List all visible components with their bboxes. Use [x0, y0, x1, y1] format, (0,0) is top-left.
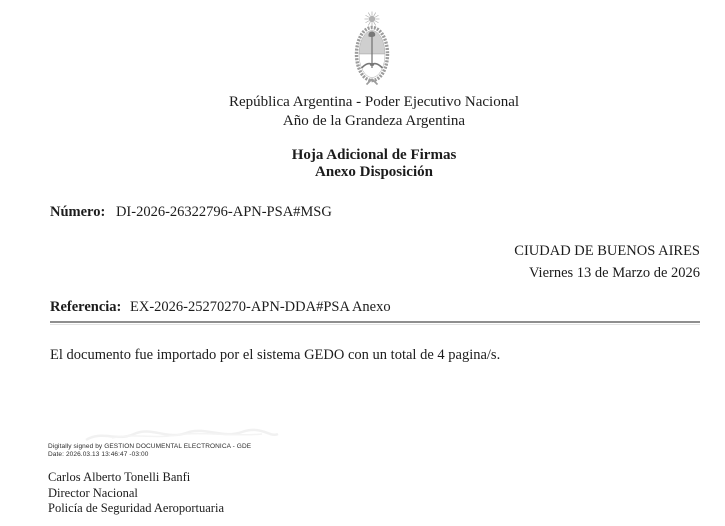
- gov-header: [50, 93, 698, 130]
- body-text: El documento fue importado por el sistema GEDO con un total de 4 pagina/s.: [50, 347, 501, 363]
- referencia-label: Referencia:: [50, 299, 122, 315]
- signer-name: Carlos Alberto Tonelli Banfi: [48, 470, 191, 484]
- digital-signature-stamp: [48, 443, 251, 459]
- signer-organization: Policía de Seguridad Aeroportuaria: [48, 501, 224, 515]
- place-line: CIUDAD DE BUENOS AIRES: [514, 243, 700, 259]
- numero-value: DI-2026-26322796-APN-PSA#MSG: [115, 204, 332, 220]
- date-line: Viernes 13 de Marzo de 2026: [528, 265, 700, 281]
- signer-title: Director Nacional: [48, 485, 138, 500]
- argentina-coat-of-arms-icon: [348, 10, 396, 88]
- place-date-block: [50, 240, 700, 284]
- separator-rule: [50, 321, 700, 325]
- document-subtitle: Anexo Disposición: [315, 164, 433, 180]
- handshake: [370, 63, 374, 66]
- digital-signature-line2: Date: 2026.03.13 13:46:47 -03:00: [48, 451, 149, 458]
- gov-header-line2: Año de la Grandeza Argentina: [282, 112, 466, 129]
- document-title: Hoja Adicional de Firmas: [291, 147, 457, 163]
- numero-label: Número:: [50, 204, 106, 220]
- referencia-value: EX-2026-25270270-APN-DDA#PSA Anexo: [130, 299, 391, 315]
- sun: [369, 16, 375, 22]
- numero-row: [50, 204, 332, 221]
- gov-header-line1: República Argentina - Poder Ejecutivo Nacional: [228, 94, 520, 110]
- signer-block: [48, 470, 224, 517]
- referencia-row: [50, 299, 391, 316]
- digital-signature-line1: Digitally signed by GESTION DOCUMENTAL ELECTRONICA - GDE: [48, 443, 252, 450]
- document-title-block: [50, 147, 698, 181]
